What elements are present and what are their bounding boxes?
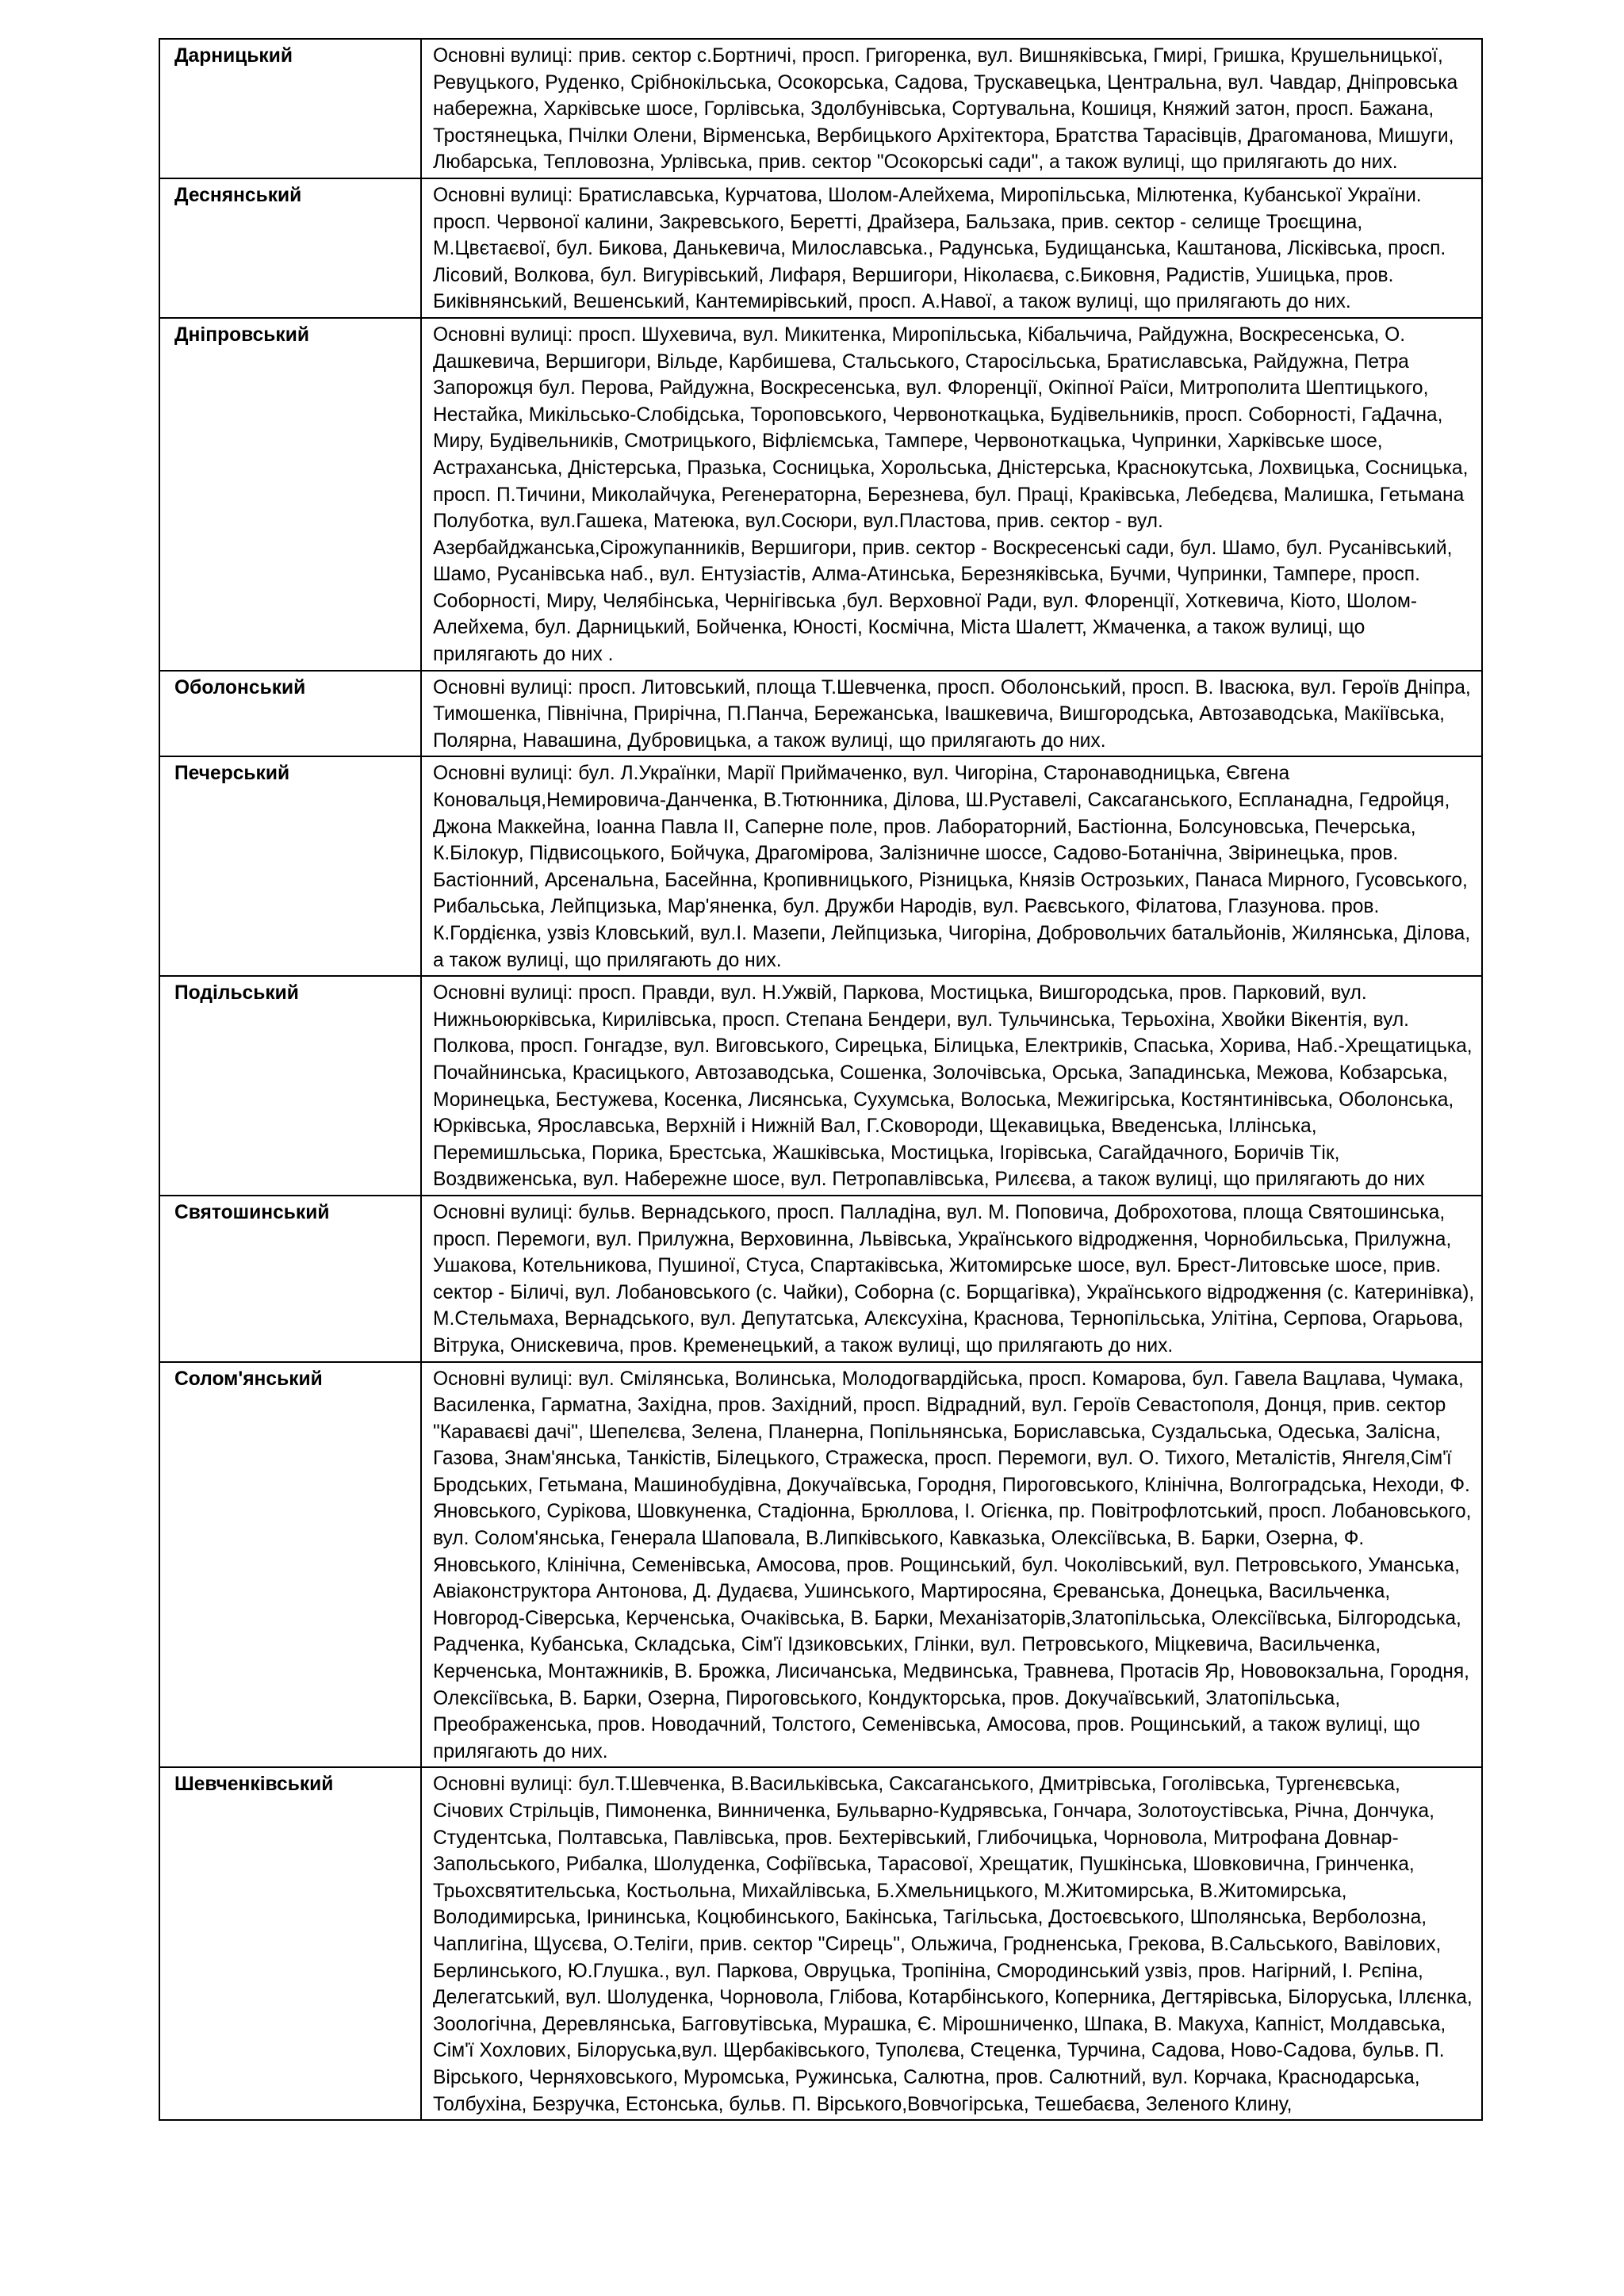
streets-cell: Основні вулиці: Братиславська, Курчатова, Шолом-Алейхема, Миропільська, Мілютенка, Кубанської України. просп. Червоної калини, Закревського, Беретті, Драйзера, Бальзака, прив. сектор - селище Троєщина, М.Цвєтаєвої, бул. Бикова, Данькевича, Милославська., Радунська, Будищанська, Каштанова, Лісківська, просп. Лісовий, Волкова, бул. Вигурівський, Лифаря, Вершигори, Ніколаєва, с.Биковня, Радистів, Ушицька, пров. Биківнянський, Вешенський, Кантемирівський, просп. А.Навої, а також вулиці, що прилягають до них.	[421, 178, 1482, 318]
document-page	[159, 38, 1483, 2121]
table-row	[159, 976, 1482, 1196]
table-row	[159, 178, 1482, 318]
district-name-cell: Дарницький	[159, 39, 421, 178]
district-name-cell: Солом'янський	[159, 1362, 421, 1768]
streets-cell: Основні вулиці: вул. Смілянська, Волинська, Молодогвардійська, просп. Комарова, бул. Гавела Вацлава, Чумака, Василенка, Гарматна, Західна, пров. Західний, просп. Відрадний, вул. Героїв Севастополя, Донця, прив. сектор "Караваєві дачі", Шепелєва, Зелена, Планерна, Попільнянська, Бориславська, Суздальська, Одеська, Залісна, Газова, Знам'янська, Танкістів, Білецького, Стражеска, просп. Перемоги, вул. О. Тихого, Металістів, Янгеля,Сім'ї Бродських, Гетьмана, Машинобудівна, Докучаївська, Городня, Пироговського, Клінічна, Волгоградська, Неходи, Ф. Яновського, Сурікова, Шовкуненка, Стадіонна, Брюллова, І. Огієнка, пр. Повітрофлотський, просп. Лобановського, вул. Солом'янська, Генерала Шаповала, В.Липківського, Кавказька, Олексіївська, В. Барки, Озерна, Ф. Яновського, Клінічна, Семенівська, Амосова, пров. Рощинський, бул. Чоколівський, вул. Петровського, Уманська, Авіаконструктора Антонова, Д. Дудаєва, Ушинського, Мартиросяна, Єреванська, Донецька, Васильченка, Новгород-Сіверська, Керченська, Очаківська, В. Барки, Механізаторів,Златопільська, Олексіївська, Білгородська, Радченка, Кубанська, Складська, Сім'ї Ідзиковських, Глінки, вул. Петровського, Міцкевича, Васильченка, Керченська, Монтажників, В. Брожка, Лисичанська, Медвинська, Травнева, Протасів Яр, Нововокзальна, Городня, Олексіївська, В. Барки, Озерна, Пироговського, Кондукторська, пров. Докучаївський, Златопільська, Преображенська, пров. Новодачний, Толстого, Семенівська, Амосова, пров. Рощинський, а також вулиці, що прилягають до них.	[421, 1362, 1482, 1768]
streets-cell: Основні вулиці: просп. Литовський, площа Т.Шевченка, просп. Оболонський, просп. В. Івасюка, вул. Героїв Дніпра, Тимошенка, Північна, Прирічна, П.Панча, Бережанська, Івашкевича, Вишгородська, Автозаводська, Макіївська, Полярна, Навашина, Дубровицька, а також вулиці, що прилягають до них.	[421, 671, 1482, 757]
district-name-cell: Святошинський	[159, 1196, 421, 1362]
streets-cell: Основні вулиці: бульв. Вернадського, просп. Палладіна, вул. М. Поповича, Доброхотова, площа Святошинська, просп. Перемоги, вул. Прилужна, Верховинна, Львівська, Українського відродження, Чорнобильська, Прилужна, Ушакова, Котельникова, Пушиної, Стуса, Спартаківська, Житомирське шосе, вул. Брест-Литовське шосе, прив. сектор - Біличі, вул. Лобановського (с. Чайки), Соборна (с. Борщагівка), Українського відродження (с. Катеринівка), М.Стельмаха, Вернадського, вул. Депутатська, Алєксухіна, Краснова, Тернопільська, Улітіна, Серпова, Огарьова, Вітрука, Онискевича, пров. Кременецький, а також вулиці, що прилягають до них.	[421, 1196, 1482, 1362]
table-row	[159, 671, 1482, 757]
streets-cell: Основні вулиці: прив. сектор с.Бортничі, просп. Григоренка, вул. Вишняківська, Гмирі, Гришка, Крушельницької, Ревуцького, Руденко, Срібнокільська, Осокорська, Садова, Трускавецька, Центральна, вул. Чавдар, Дніпровська набережна, Харківське шосе, Горлівська, Здолбунівська, Сортувальна, Кошиця, Княжий затон, просп. Бажана, Тростянецька, Пчілки Олени, Вірменська, Вербицького Архітектора, Братства Тарасівців, Драгоманова, Мишуги, Любарська, Тепловозна, Урлівська, прив. сектор "Осокорські сади", а також вулиці, що прилягають до них.	[421, 39, 1482, 178]
table-row	[159, 1767, 1482, 2120]
streets-cell: Основні вулиці: бул. Л.Українки, Марії Приймаченко, вул. Чигоріна, Старонаводницька, Євгена Коновальця,Немировича-Данченка, В.Тютюнника, Ділова, Ш.Руставелі, Саксаганського, Еспланадна, Гедройця, Джона Маккейна, Іоанна Павла ІІ, Саперне поле, пров. Лабораторний, Бастіонна, Болсуновська, Печерська, К.Білокур, Підвисоцького, Бойчука, Драгомірова, Залізничне шоссе, Садово-Ботанічна, Звіринецька, пров. Бастіонний, Арсенальна, Басейнна, Кропивницького, Різницька, Князів Острозьких, Панаса Мирного, Гусовського, Рибальська, Лейпцизька, Мар'яненка, бул. Дружби Народів, вул. Раєвського, Філатова, Глазунова. пров. К.Гордієнка, узвіз Кловський, вул.І. Мазепи, Лейпцизька, Чигоріна, Добровольчих батальйонів, Жилянська, Ділова, а також вулиці, що прилягають до них.	[421, 756, 1482, 976]
table-row	[159, 756, 1482, 976]
table-row	[159, 1196, 1482, 1362]
district-name-cell: Шевченківський	[159, 1767, 421, 2120]
streets-cell: Основні вулиці: бул.Т.Шевченка, В.Васильківська, Саксаганського, Дмитрівська, Гоголівська, Тургенєвська, Січових Стрільців, Пимоненка, Винниченка, Бульварно-Кудрявська, Гончара, Золотоустівська, Річна, Дончука, Студентська, Полтавська, Павлівська, пров. Бехтерівський, Глибочицька, Чорновола, Митрофана Довнар-Запольського, Рибалка, Шолуденка, Софіївська, Тарасової, Хрещатик, Пушкінська, Шовковична, Гринченка, Трьохсвятительська, Костьольна, Михайлівська, Б.Хмельницького, М.Житомирська, В.Житомирська, Володимирська, Ірининська, Коцюбинського, Бакінська, Тагільська, Достоєвського, Шполянська, Верболозна, Чаплигіна, Щусєва, О.Теліги, прив. сектор "Сирець", Ольжича, Гродненська, Грекова, В.Сальського, Вавілових, Берлинського, Ю.Глушка., вул. Паркова, Овруцька, Тропініна, Смородинський узвіз, пров. Нагірний, І. Рєпіна, Делегатський, вул. Шолуденка, Чорновола, Глібова, Котарбінського, Коперника, Дегтярівська, Білоруська, Іллєнка, Зоологічна, Деревлянська, Багговутівська, Мурашка, Є. Мірошниченко, Шпака, В. Макуха, Капніст, Молдавська, Сім'ї Хохлових, Білоруська,вул. Щербаківського, Туполєва, Стеценка, Турчина, Садова, Ново-Садова, бульв. П. Вірського, Черняховського, Муромська, Ружинська, Салютна, пров. Салютний, вул. Корчака, Краснодарська, Толбухіна, Безручка, Естонська, бульв. П. Вірського,Вовчогірська, Тешебаєва, Зеленого Клину,	[421, 1767, 1482, 2120]
districts-streets-table	[159, 38, 1483, 2121]
table-row	[159, 318, 1482, 671]
district-name-cell: Дніпровський	[159, 318, 421, 671]
table-row	[159, 1362, 1482, 1768]
district-name-cell: Деснянський	[159, 178, 421, 318]
district-name-cell: Оболонський	[159, 671, 421, 757]
streets-cell: Основні вулиці: просп. Шухевича, вул. Микитенка, Миропільська, Кібальчича, Райдужна, Воскресенська, О. Дашкевича, Вершигори, Вільде, Карбишева, Стальського, Старосільська, Братиславська, Райдужна, Петра Запорожця бул. Перова, Райдужна, Воскресенська, вул. Флоренції, Окіпної Раїси, Митрополита Шептицького, Нестайка, Микільсько-Слобідська, Тороповського, Червоноткацька, Будівельників, просп. Соборності, ГаДачна, Миру, Будівельників, Смотрицького, Віфліємська, Тампере, Червоноткацька, Чупринки, Харківське шосе, Астраханська, Дністерська, Празька, Сосницька, Хорольська, Дністерська, Краснокутська, Лохвицька, Сосницька, просп. П.Тичини, Миколайчука, Регенераторна, Березнева, бул. Праці, Краківська, Лебедєва, Малишка, Гетьмана Полуботка, вул.Гашека, Матеюка, вул.Сосюри, вул.Пластова, прив. сектор - вул. Азербайджанська,Сірожупанників, Вершигори, прив. сектор - Воскресенські сади, бул. Шамо, бул. Русанівський, Шамо, Русанівська наб., вул. Ентузіастів, Алма-Атинська, Березняківська, Бучми, Чупринки, Тампере, просп. Соборності, Миру, Челябінська, Чернігівська ,бул. Верховної Ради, вул. Флоренції, Хоткевича, Кіото, Шолом-Алейхема, бул. Дарницький, Бойченка, Юності, Космічна, Міста Шалетт, Жмаченка, а також вулиці, що прилягають до них .	[421, 318, 1482, 671]
district-name-cell: Подільський	[159, 976, 421, 1196]
streets-cell: Основні вулиці: просп. Правди, вул. Н.Ужвій, Паркова, Мостицька, Вишгородська, пров. Парковий, вул. Нижньоюрківська, Кирилівська, просп. Степана Бендери, вул. Тульчинська, Терьохіна, Хвойки Вікентія, вул. Полкова, просп. Гонгадзе, вул. Виговського, Сирецька, Білицька, Електриків, Спаська, Хорива, Наб.-Хрещатицька, Почайнинська, Красицького, Автозаводська, Сошенка, Золочівська, Орська, Западинська, Межова, Кобзарська, Моринецька, Бестужева, Косенка, Лисянська, Сухумська, Волоська, Межигірська, Костянтинівська, Оболонська, Юрківська, Ярославська, Верхній і Нижній Вал, Г.Сковороди, Щекавицька, Введенська, Іллінська, Перемишльська, Порика, Брестська, Жашківська, Мостицька, Ігорівська, Сагайдачного, Боричів Тік, Воздвиженська, вул. Набережне шосе, вул. Петропавлівська, Рилєєва, а також вулиці, що прилягають до них	[421, 976, 1482, 1196]
district-name-cell: Печерський	[159, 756, 421, 976]
table-row	[159, 39, 1482, 178]
